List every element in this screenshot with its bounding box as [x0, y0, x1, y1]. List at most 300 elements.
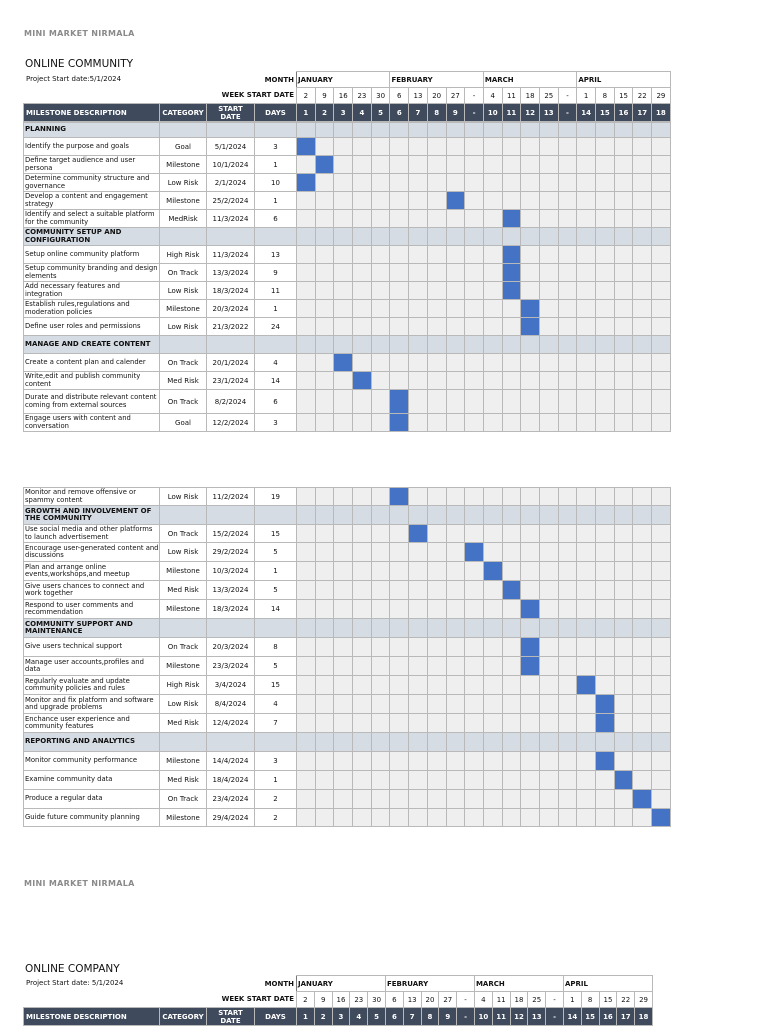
gantt-cell — [596, 676, 615, 695]
gantt-cell — [577, 771, 596, 790]
gantt-cell — [596, 581, 615, 600]
gantt-cell — [633, 657, 652, 676]
task-category: Milestone — [160, 657, 207, 676]
gantt-cell — [390, 714, 409, 733]
task-start-date: 8/4/2024 — [207, 695, 255, 714]
gantt-cell — [652, 752, 671, 771]
gantt-cell — [596, 372, 615, 390]
gantt-bar — [483, 562, 502, 581]
gantt-cell — [502, 657, 521, 676]
section-cell — [427, 506, 446, 525]
gantt-cell — [427, 282, 446, 300]
gantt-cell — [558, 156, 577, 174]
gantt-cell — [577, 581, 596, 600]
gantt-cell — [353, 695, 372, 714]
gantt-cell — [446, 210, 465, 228]
gantt-cell — [502, 414, 521, 432]
gantt-cell — [483, 525, 502, 543]
task-description: Establish rules,regulations and moderation policies — [24, 300, 160, 318]
gantt-cell — [633, 264, 652, 282]
task-start-date: 11/3/2024 — [207, 246, 255, 264]
gantt-cell — [390, 156, 409, 174]
section-cell — [390, 228, 409, 246]
task-days: 24 — [255, 318, 297, 336]
gantt-cell — [614, 318, 633, 336]
gantt-cell — [409, 809, 428, 827]
week-start-cell: 2 — [297, 992, 315, 1008]
gantt-cell — [371, 638, 390, 657]
task-start-date: 23/3/2024 — [207, 657, 255, 676]
section-cell — [539, 733, 558, 752]
gantt-cell — [483, 156, 502, 174]
gantt-cell — [521, 771, 540, 790]
gantt-cell — [465, 246, 484, 264]
gantt-cell — [315, 488, 334, 506]
gantt-cell — [652, 138, 671, 156]
gantt-cell — [596, 657, 615, 676]
gantt-cell — [390, 600, 409, 619]
gantt-cell — [502, 318, 521, 336]
month-cell: APRIL — [563, 976, 652, 992]
gantt-cell — [521, 354, 540, 372]
task-days: 4 — [255, 695, 297, 714]
gantt-cell — [427, 809, 446, 827]
task-start-date: 20/1/2024 — [207, 354, 255, 372]
gantt-cell — [539, 174, 558, 192]
week-start-label: WEEK START DATE — [221, 91, 294, 100]
section-cell — [539, 228, 558, 246]
gantt-cell — [539, 372, 558, 390]
gantt-cell — [334, 695, 353, 714]
gantt-cell — [446, 638, 465, 657]
week-start-cell: 11 — [492, 992, 510, 1008]
gantt-cell — [371, 657, 390, 676]
week-start-cell: 15 — [614, 88, 633, 104]
gantt-cell — [297, 771, 316, 790]
section-cell — [315, 336, 334, 354]
gantt-cell — [502, 600, 521, 619]
week-number-cell: 9 — [439, 1008, 457, 1026]
gantt-cell — [465, 562, 484, 581]
task-row — [24, 714, 671, 733]
gantt-cell — [427, 600, 446, 619]
gantt-cell — [371, 192, 390, 210]
gantt-cell — [633, 138, 652, 156]
gantt-cell — [446, 562, 465, 581]
task-description: Durate and distribute relevant content coming from external sources — [24, 390, 160, 414]
gantt-cell — [409, 354, 428, 372]
section-title: COMMUNITY SETUP AND CONFIGURATION — [24, 228, 160, 246]
gantt-cell — [446, 354, 465, 372]
task-description: Give users chances to connect and work together — [24, 581, 160, 600]
gantt-cell — [596, 174, 615, 192]
task-row — [24, 790, 671, 809]
gantt-cell — [297, 657, 316, 676]
gantt-cell — [483, 318, 502, 336]
gantt-cell — [465, 318, 484, 336]
section-cell — [297, 123, 316, 138]
gantt-cell — [483, 210, 502, 228]
gantt-cell — [465, 156, 484, 174]
gantt-cell — [614, 414, 633, 432]
section-cell — [446, 228, 465, 246]
gantt-cell — [353, 210, 372, 228]
section-cell — [207, 733, 255, 752]
gantt-cell — [483, 600, 502, 619]
gantt-cell — [446, 790, 465, 809]
gantt-cell — [315, 714, 334, 733]
gantt-cell — [614, 192, 633, 210]
section-cell — [207, 228, 255, 246]
gantt-cell — [446, 488, 465, 506]
section-cell — [409, 336, 428, 354]
task-days: 8 — [255, 638, 297, 657]
gantt-cell — [558, 771, 577, 790]
week-number-cell: 14 — [577, 104, 596, 122]
gantt-cell — [334, 210, 353, 228]
task-category: On Track — [160, 390, 207, 414]
gantt-cell — [427, 488, 446, 506]
gantt-cell — [465, 300, 484, 318]
gantt-cell — [390, 282, 409, 300]
gantt-cell — [297, 600, 316, 619]
section-cell — [207, 123, 255, 138]
gantt-cell — [483, 390, 502, 414]
section-cell — [521, 336, 540, 354]
gantt-cell — [577, 318, 596, 336]
task-days: 15 — [255, 525, 297, 543]
task-start-date: 23/1/2024 — [207, 372, 255, 390]
gantt-cell — [652, 354, 671, 372]
gantt-cell — [633, 372, 652, 390]
section-row — [24, 619, 671, 638]
task-description: Engage users with content and conversation — [24, 414, 160, 432]
gantt-cell — [465, 488, 484, 506]
task-category: On Track — [160, 790, 207, 809]
gantt-cell — [315, 210, 334, 228]
gantt-cell — [297, 156, 316, 174]
gantt-cell — [390, 562, 409, 581]
section-cell — [614, 336, 633, 354]
gantt-cell — [652, 638, 671, 657]
task-description: Develop a content and engagement strategy — [24, 192, 160, 210]
task-days: 1 — [255, 562, 297, 581]
gantt-cell — [633, 318, 652, 336]
week-number-cell: 15 — [581, 1008, 599, 1026]
gantt-cell — [446, 676, 465, 695]
week-start-cell: - — [457, 992, 475, 1008]
section-cell — [577, 228, 596, 246]
task-row — [24, 156, 671, 174]
gantt-cell — [334, 138, 353, 156]
section-cell — [521, 123, 540, 138]
gantt-cell — [558, 525, 577, 543]
gantt-cell — [539, 390, 558, 414]
gantt-cell — [409, 790, 428, 809]
gantt-cell — [465, 372, 484, 390]
gantt-cell — [446, 657, 465, 676]
section-cell — [371, 123, 390, 138]
task-start-date: 20/3/2024 — [207, 638, 255, 657]
week-number-cell: 1 — [297, 104, 316, 122]
week-start-cell: 9 — [315, 88, 334, 104]
gantt-cell — [334, 372, 353, 390]
section-cell — [207, 336, 255, 354]
gantt-cell — [539, 695, 558, 714]
gantt-cell — [297, 372, 316, 390]
gantt-cell — [390, 174, 409, 192]
gantt-cell — [315, 390, 334, 414]
gantt-cell — [371, 752, 390, 771]
gantt-table-2 — [23, 487, 671, 827]
gantt-cell — [446, 543, 465, 562]
gantt-cell — [633, 414, 652, 432]
gantt-cell — [371, 210, 390, 228]
gantt-cell — [465, 638, 484, 657]
gantt-cell — [409, 752, 428, 771]
task-days: 10 — [255, 174, 297, 192]
task-description: Encourage user-generated content and discussions — [24, 543, 160, 562]
task-row — [24, 695, 671, 714]
gantt-cell — [614, 282, 633, 300]
gantt-cell — [652, 488, 671, 506]
gantt-cell — [371, 264, 390, 282]
gantt-cell — [596, 638, 615, 657]
gantt-cell — [596, 488, 615, 506]
task-row — [24, 525, 671, 543]
gantt-cell — [577, 372, 596, 390]
gantt-cell — [652, 657, 671, 676]
week-start-cell: 27 — [439, 992, 457, 1008]
gantt-cell — [596, 282, 615, 300]
gantt-cell — [558, 414, 577, 432]
task-row — [24, 657, 671, 676]
gantt-cell — [558, 488, 577, 506]
gantt-cell — [371, 174, 390, 192]
gantt-cell — [390, 771, 409, 790]
gantt-cell — [577, 390, 596, 414]
gantt-cell — [521, 790, 540, 809]
gantt-bar — [502, 581, 521, 600]
gantt-cell — [521, 210, 540, 228]
gantt-cell — [652, 174, 671, 192]
gantt-cell — [614, 354, 633, 372]
gantt-cell — [390, 246, 409, 264]
task-description: Monitor community performance — [24, 752, 160, 771]
task-category: Milestone — [160, 562, 207, 581]
task-category: Med Risk — [160, 581, 207, 600]
week-number-cell: 7 — [409, 104, 428, 122]
gantt-cell — [297, 752, 316, 771]
section-cell — [465, 123, 484, 138]
gantt-cell — [633, 600, 652, 619]
gantt-cell — [633, 525, 652, 543]
gantt-cell — [334, 543, 353, 562]
section-cell — [633, 336, 652, 354]
gantt-cell — [614, 372, 633, 390]
section-cell — [353, 228, 372, 246]
gantt-cell — [483, 790, 502, 809]
gantt-cell — [315, 414, 334, 432]
section-cell — [596, 228, 615, 246]
gantt-cell — [558, 562, 577, 581]
section-cell — [334, 123, 353, 138]
task-days: 4 — [255, 354, 297, 372]
gantt-cell — [652, 282, 671, 300]
gantt-cell — [483, 174, 502, 192]
gantt-cell — [652, 676, 671, 695]
gantt-cell — [315, 790, 334, 809]
gantt-cell — [353, 414, 372, 432]
section-cell — [446, 506, 465, 525]
gantt-cell — [427, 390, 446, 414]
gantt-cell — [596, 600, 615, 619]
gantt-cell — [614, 562, 633, 581]
section-cell — [633, 123, 652, 138]
col-start-date: START DATE — [207, 1008, 255, 1026]
gantt-cell — [539, 282, 558, 300]
gantt-cell — [315, 138, 334, 156]
week-number-cell: 1 — [297, 1008, 315, 1026]
gantt-cell — [334, 318, 353, 336]
task-days: 1 — [255, 300, 297, 318]
gantt-cell — [427, 638, 446, 657]
task-days: 14 — [255, 372, 297, 390]
gantt-cell — [427, 676, 446, 695]
task-days: 1 — [255, 192, 297, 210]
section-cell — [652, 506, 671, 525]
gantt-cell — [297, 354, 316, 372]
gantt-cell — [483, 809, 502, 827]
gantt-cell — [652, 192, 671, 210]
task-start-date: 12/2/2024 — [207, 414, 255, 432]
gantt-cell — [652, 790, 671, 809]
task-description: Identify the purpose and goals — [24, 138, 160, 156]
gantt-cell — [633, 543, 652, 562]
gantt-cell — [353, 354, 372, 372]
gantt-cell — [539, 809, 558, 827]
section-cell — [521, 228, 540, 246]
gantt-cell — [427, 790, 446, 809]
col-category: CATEGORY — [160, 1008, 207, 1026]
gantt-cell — [652, 372, 671, 390]
week-number-cell: 2 — [315, 104, 334, 122]
section-cell — [596, 506, 615, 525]
gantt-cell — [483, 246, 502, 264]
gantt-cell — [371, 390, 390, 414]
task-days: 3 — [255, 138, 297, 156]
task-row — [24, 264, 671, 282]
gantt-cell — [596, 192, 615, 210]
task-category: Milestone — [160, 809, 207, 827]
gantt-cell — [353, 600, 372, 619]
gantt-cell — [596, 246, 615, 264]
gantt-bar — [334, 354, 353, 372]
section-cell — [558, 228, 577, 246]
gantt-cell — [502, 714, 521, 733]
gantt-cell — [483, 282, 502, 300]
gantt-cell — [502, 695, 521, 714]
gantt-cell — [596, 210, 615, 228]
task-category: Med Risk — [160, 372, 207, 390]
section-cell — [446, 733, 465, 752]
gantt-cell — [577, 246, 596, 264]
gantt-cell — [558, 318, 577, 336]
gantt-cell — [521, 581, 540, 600]
gantt-cell — [502, 300, 521, 318]
gantt-cell — [315, 174, 334, 192]
gantt-cell — [614, 210, 633, 228]
task-category: Goal — [160, 414, 207, 432]
gantt-cell — [633, 562, 652, 581]
month-cell: APRIL — [577, 72, 670, 88]
gantt-cell — [596, 771, 615, 790]
gantt-cell — [427, 318, 446, 336]
week-number-cell: 2 — [314, 1008, 332, 1026]
gantt-cell — [409, 192, 428, 210]
gantt-bar — [596, 714, 615, 733]
task-row — [24, 581, 671, 600]
gantt-cell — [297, 210, 316, 228]
task-row — [24, 414, 671, 432]
gantt-cell — [633, 771, 652, 790]
gantt-cell — [297, 581, 316, 600]
week-start-cell: 16 — [332, 992, 350, 1008]
gantt-cell — [558, 300, 577, 318]
gantt-cell — [614, 752, 633, 771]
task-days: 2 — [255, 809, 297, 827]
gantt-cell — [390, 752, 409, 771]
gantt-cell — [446, 414, 465, 432]
month-cell: JANUARY — [297, 976, 386, 992]
task-category: Milestone — [160, 300, 207, 318]
gantt-cell — [558, 282, 577, 300]
task-start-date: 21/3/2022 — [207, 318, 255, 336]
task-start-date: 29/2/2024 — [207, 543, 255, 562]
gantt-cell — [633, 354, 652, 372]
gantt-cell — [353, 638, 372, 657]
gantt-cell — [539, 714, 558, 733]
gantt-cell — [558, 174, 577, 192]
gantt-cell — [596, 525, 615, 543]
section-cell — [596, 733, 615, 752]
gantt-cell — [297, 790, 316, 809]
gantt-bar — [652, 809, 671, 827]
section-cell — [315, 123, 334, 138]
week-number-cell: - — [457, 1008, 475, 1026]
gantt-cell — [446, 300, 465, 318]
week-start-cell: 11 — [502, 88, 521, 104]
task-category: Milestone — [160, 752, 207, 771]
gantt-cell — [446, 600, 465, 619]
task-description: Add necessary features and integration — [24, 282, 160, 300]
gantt-cell — [596, 543, 615, 562]
task-start-date: 8/2/2024 — [207, 390, 255, 414]
gantt-bar — [297, 138, 316, 156]
week-start-cell: 8 — [596, 88, 615, 104]
week-start-label: WEEK START DATE — [221, 995, 294, 1004]
week-number-cell: 14 — [563, 1008, 581, 1026]
task-start-date: 23/4/2024 — [207, 790, 255, 809]
week-number-cell: 16 — [614, 104, 633, 122]
gantt-cell — [465, 210, 484, 228]
gantt-cell — [334, 192, 353, 210]
task-start-date: 10/1/2024 — [207, 156, 255, 174]
gantt-cell — [409, 156, 428, 174]
gantt-cell — [297, 714, 316, 733]
week-number-cell: 18 — [635, 1008, 653, 1026]
gantt-cell — [371, 156, 390, 174]
